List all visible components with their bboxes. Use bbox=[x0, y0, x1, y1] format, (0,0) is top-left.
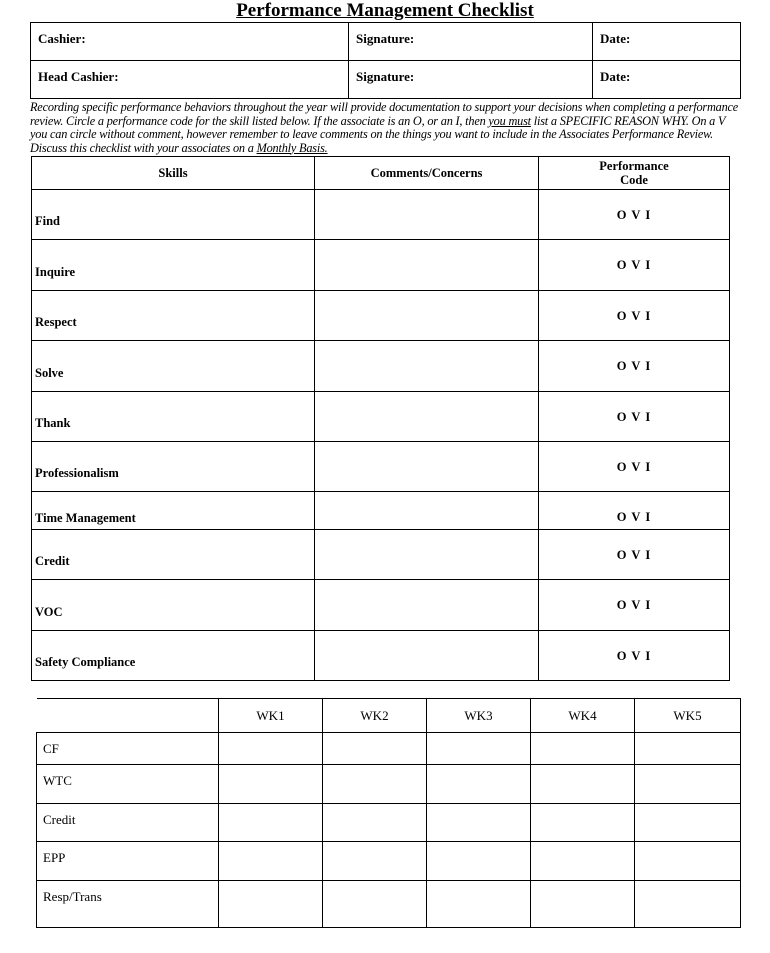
week-cell[interactable] bbox=[323, 881, 427, 928]
skill-label: Time Management bbox=[32, 492, 315, 530]
week-header: WK4 bbox=[531, 699, 635, 733]
week-cell[interactable] bbox=[323, 733, 427, 765]
skills-table bbox=[31, 156, 730, 681]
skill-label: Credit bbox=[32, 530, 315, 580]
table-row bbox=[32, 442, 730, 492]
instructions-part1: Recording specific performance behaviors throughout the year will provide documentation to support your decisions when completing a performance review. Circle a performance code for the skill listed below. If the associate is an O, or an I, then bbox=[30, 100, 739, 128]
table-row bbox=[32, 341, 730, 392]
performance-code-options[interactable]: O V I bbox=[539, 341, 730, 392]
table-row bbox=[32, 580, 730, 631]
comments-header: Comments/Concerns bbox=[315, 157, 539, 190]
cashier-date-field[interactable]: Date: bbox=[593, 23, 741, 61]
corner-cell bbox=[37, 699, 219, 733]
table-row bbox=[32, 240, 730, 291]
week-cell[interactable] bbox=[323, 804, 427, 842]
table-row bbox=[37, 842, 741, 881]
performance-code-options[interactable]: O V I bbox=[539, 580, 730, 631]
row-label: WTC bbox=[37, 765, 219, 804]
table-row bbox=[32, 291, 730, 341]
comment-cell[interactable] bbox=[315, 291, 539, 341]
comment-cell[interactable] bbox=[315, 442, 539, 492]
performance-code-options[interactable]: O V I bbox=[539, 240, 730, 291]
week-cell[interactable] bbox=[635, 804, 741, 842]
comment-cell[interactable] bbox=[315, 240, 539, 291]
week-cell[interactable] bbox=[531, 765, 635, 804]
week-cell[interactable] bbox=[219, 733, 323, 765]
week-cell[interactable] bbox=[427, 881, 531, 928]
comment-cell[interactable] bbox=[315, 341, 539, 392]
week-cell[interactable] bbox=[427, 842, 531, 881]
head-cashier-field[interactable]: Head Cashier: bbox=[31, 61, 349, 99]
week-cell[interactable] bbox=[219, 804, 323, 842]
instructions-part2: list a SPECIFIC REASON WHY. On a V you can circle without comment, however remember to leave comments on the things you want to include in the Associates Performance Review. Discuss this checklist with your associates on a bbox=[30, 113, 726, 155]
skill-label: Respect bbox=[32, 291, 315, 341]
table-row bbox=[32, 392, 730, 442]
skill-label: Inquire bbox=[32, 240, 315, 291]
performance-code-header-line1: Performance bbox=[599, 159, 669, 173]
head-cashier-date-field[interactable]: Date: bbox=[593, 61, 741, 99]
comment-cell[interactable] bbox=[315, 190, 539, 240]
table-row bbox=[32, 492, 730, 530]
skill-label: Safety Compliance bbox=[32, 631, 315, 681]
weekly-tracking-table bbox=[36, 698, 741, 928]
skills-header: Skills bbox=[32, 157, 315, 190]
week-cell[interactable] bbox=[323, 842, 427, 881]
table-row bbox=[32, 530, 730, 580]
comment-cell[interactable] bbox=[315, 492, 539, 530]
table-row bbox=[37, 804, 741, 842]
comment-cell[interactable] bbox=[315, 631, 539, 681]
performance-code-header-line2: Code bbox=[620, 173, 648, 187]
instructions-emphasis-monthly: Monthly Basis. bbox=[256, 140, 328, 155]
comment-cell[interactable] bbox=[315, 392, 539, 442]
skill-label: Thank bbox=[32, 392, 315, 442]
signature-table bbox=[30, 22, 741, 99]
performance-code-header bbox=[539, 157, 730, 190]
week-cell[interactable] bbox=[219, 765, 323, 804]
table-row bbox=[37, 733, 741, 765]
skill-label: Find bbox=[32, 190, 315, 240]
table-row bbox=[32, 190, 730, 240]
week-cell[interactable] bbox=[531, 881, 635, 928]
skill-label: VOC bbox=[32, 580, 315, 631]
skill-label: Professionalism bbox=[32, 442, 315, 492]
performance-code-options[interactable]: O V I bbox=[539, 530, 730, 580]
comment-cell[interactable] bbox=[315, 580, 539, 631]
week-header: WK3 bbox=[427, 699, 531, 733]
week-cell[interactable] bbox=[531, 842, 635, 881]
week-cell[interactable] bbox=[219, 881, 323, 928]
row-label: Resp/Trans bbox=[37, 881, 219, 928]
instructions-text bbox=[30, 101, 742, 155]
week-cell[interactable] bbox=[635, 733, 741, 765]
week-cell[interactable] bbox=[427, 733, 531, 765]
week-cell[interactable] bbox=[427, 765, 531, 804]
comment-cell[interactable] bbox=[315, 530, 539, 580]
cashier-field[interactable]: Cashier: bbox=[31, 23, 349, 61]
performance-code-options[interactable]: O V I bbox=[539, 291, 730, 341]
page-title: Performance Management Checklist bbox=[236, 0, 534, 21]
performance-code-options[interactable]: O V I bbox=[539, 631, 730, 681]
performance-code-options[interactable]: O V I bbox=[539, 392, 730, 442]
week-header: WK5 bbox=[635, 699, 741, 733]
week-cell[interactable] bbox=[635, 881, 741, 928]
row-label: EPP bbox=[37, 842, 219, 881]
table-row bbox=[37, 765, 741, 804]
skill-label: Solve bbox=[32, 341, 315, 392]
week-cell[interactable] bbox=[635, 842, 741, 881]
row-label: CF bbox=[37, 733, 219, 765]
performance-code-options[interactable]: O V I bbox=[539, 190, 730, 240]
week-header: WK2 bbox=[323, 699, 427, 733]
performance-code-options[interactable]: O V I bbox=[539, 492, 730, 530]
week-header: WK1 bbox=[219, 699, 323, 733]
week-cell[interactable] bbox=[427, 804, 531, 842]
week-cell[interactable] bbox=[323, 765, 427, 804]
table-row bbox=[32, 631, 730, 681]
instructions-emphasis-must: you must bbox=[488, 113, 531, 128]
week-cell[interactable] bbox=[635, 765, 741, 804]
week-cell[interactable] bbox=[531, 804, 635, 842]
head-cashier-signature-field[interactable]: Signature: bbox=[349, 61, 593, 99]
cashier-signature-field[interactable]: Signature: bbox=[349, 23, 593, 61]
week-cell[interactable] bbox=[219, 842, 323, 881]
week-cell[interactable] bbox=[531, 733, 635, 765]
performance-code-options[interactable]: O V I bbox=[539, 442, 730, 492]
row-label: Credit bbox=[37, 804, 219, 842]
table-row bbox=[37, 881, 741, 928]
